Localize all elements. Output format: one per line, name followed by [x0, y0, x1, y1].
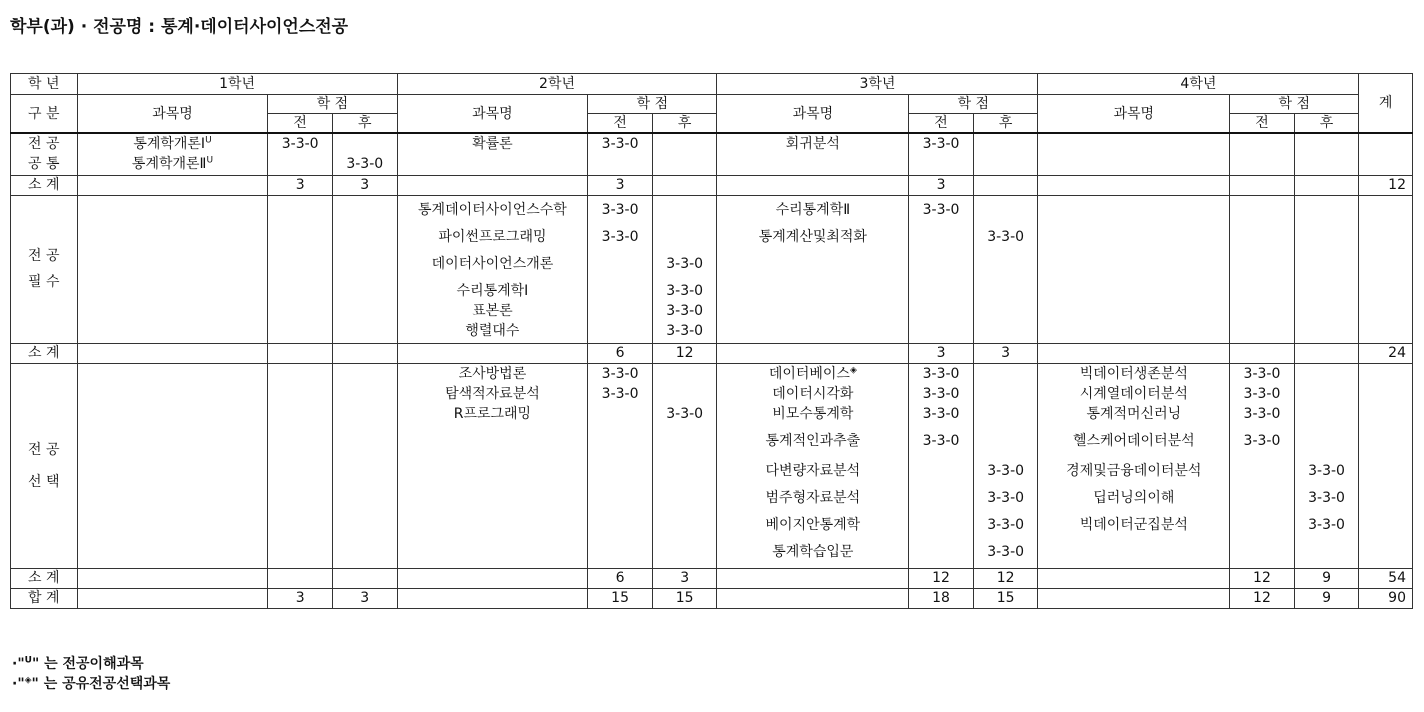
year3-header: 3학년 — [717, 74, 1038, 95]
required-y2-first: 3-3-0 3-3-0 — [588, 195, 653, 343]
grand-total-label: 합 계 — [11, 588, 78, 608]
year1-header: 1학년 — [77, 74, 397, 95]
grand-total-value: 15 — [588, 588, 653, 608]
elective-y3-subjects: 데이터베이스◈ 데이터시각화 비모수통계학 통계적인과추출 다변량자료분석 범주형자료분석 베이지안통계학 통계학습입문 — [717, 363, 909, 568]
grand-total-value: 12 — [1230, 588, 1295, 608]
subtotal-value: 3 — [909, 343, 974, 363]
common-y4-subjects — [1038, 133, 1230, 175]
subtotal-value: 3 — [652, 568, 717, 588]
subtotal-value: 6 — [588, 343, 653, 363]
elective-category: 전 공 선 택 — [11, 363, 78, 568]
y3-subject-header: 과목명 — [717, 95, 909, 134]
grand-total-value: 9 — [1294, 588, 1359, 608]
y2-second-sem-header: 후 — [652, 114, 717, 134]
footnotes — [12, 654, 170, 694]
grand-total-value: 15 — [652, 588, 717, 608]
grade-header: 학 년 — [11, 74, 78, 95]
required-y3-subjects: 수리통계학Ⅱ 통계계산및최적화 — [717, 195, 909, 343]
year4-header: 4학년 — [1038, 74, 1359, 95]
grand-total-value: 18 — [909, 588, 974, 608]
subtotal-value: 3 — [909, 175, 974, 195]
grand-total-value: 3 — [268, 588, 333, 608]
grand-total-value: 3 — [332, 588, 397, 608]
common-total — [1359, 133, 1413, 175]
y1-first-sem-header: 전 — [268, 114, 333, 134]
common-y1-first: 3-3-0 — [268, 133, 333, 175]
footnote-shared-elective: ·"◈" 는 공유전공선택과목 — [12, 675, 171, 692]
required-y2-subjects: 통계데이터사이언스수학 파이썬프로그래밍 데이터사이언스개론 수리통계학Ⅰ 표본론 행렬대수 — [397, 195, 588, 343]
y4-subject-header: 과목명 — [1038, 95, 1230, 134]
curriculum-table — [10, 73, 1413, 609]
subtotal-value: 54 — [1359, 568, 1413, 588]
y3-credit-header: 학 점 — [909, 95, 1038, 114]
elective-y4-subjects: 빅데이터생존분석 시계열데이터분석 통계적머신러닝 헬스케어데이터분석 경제및금융데이터분석 딥러닝의이해 빅데이터군집분석 — [1038, 363, 1230, 568]
elective-subtotal-label: 소 계 — [11, 568, 78, 588]
required-y3-first: 3-3-0 — [909, 195, 974, 343]
year2-header: 2학년 — [397, 74, 717, 95]
required-y2-second: 3-3-0 3-3-0 3-3-0 3-3-0 — [652, 195, 717, 343]
common-y2-first: 3-3-0 — [588, 133, 653, 175]
y4-second-sem-header: 후 — [1294, 114, 1359, 134]
required-category: 전 공 필 수 — [11, 195, 78, 343]
subtotal-value: 12 — [1230, 568, 1295, 588]
elective-y2-second: 3-3-0 — [652, 363, 717, 568]
y1-subject-header: 과목명 — [77, 95, 268, 134]
y1-second-sem-header: 후 — [332, 114, 397, 134]
subtotal-value: 3 — [588, 175, 653, 195]
grand-total-value: 15 — [973, 588, 1038, 608]
y2-subject-header: 과목명 — [397, 95, 588, 134]
y4-first-sem-header: 전 — [1230, 114, 1295, 134]
required-y3-second: 3-3-0 — [973, 195, 1038, 343]
subtotal-value: 3 — [268, 175, 333, 195]
y3-second-sem-header: 후 — [973, 114, 1038, 134]
elective-y3-second: 3-3-0 3-3-0 3-3-0 3-3-0 — [973, 363, 1038, 568]
y2-credit-header: 학 점 — [588, 95, 717, 114]
common-subtotal-label: 소 계 — [11, 175, 78, 195]
subtotal-value: 12 — [1359, 175, 1413, 195]
footnote-major-understanding: ·"$^U$" 는 전공이해과목 — [12, 655, 144, 672]
subtotal-value: 6 — [588, 568, 653, 588]
subject-name: 통계학개론Ⅱ$^U$ — [131, 155, 214, 172]
subtotal-value: 12 — [973, 568, 1038, 588]
subtotal-value: 24 — [1359, 343, 1413, 363]
common-y4-first — [1230, 133, 1295, 175]
common-y1-second: 3-3-0 — [332, 133, 397, 175]
elective-y2-subjects: 조사방법론 탐색적자료분석 R프로그래밍 — [397, 363, 588, 568]
subject-name: 통계학개론Ⅰ$^U$ — [133, 135, 212, 152]
y2-first-sem-header: 전 — [588, 114, 653, 134]
common-y2-subjects: 확률론 — [397, 133, 588, 175]
common-y2-second — [652, 133, 717, 175]
page-title: 학부(과) · 전공명 : 통계·데이터사이언스전공 — [10, 17, 349, 37]
common-category: 전 공 공 통 — [11, 133, 78, 175]
grand-total-value: 90 — [1359, 588, 1413, 608]
required-subtotal-label: 소 계 — [11, 343, 78, 363]
subtotal-value: 9 — [1294, 568, 1359, 588]
category-header: 구 분 — [11, 95, 78, 134]
subtotal-value: 12 — [652, 343, 717, 363]
common-y1-subjects — [77, 133, 268, 175]
common-y3-second — [973, 133, 1038, 175]
subtotal-value: 3 — [973, 343, 1038, 363]
y1-credit-header: 학 점 — [268, 95, 397, 114]
y3-first-sem-header: 전 — [909, 114, 974, 134]
elective-y4-first: 3-3-0 3-3-0 3-3-0 3-3-0 — [1230, 363, 1295, 568]
elective-y3-first: 3-3-0 3-3-0 3-3-0 3-3-0 — [909, 363, 974, 568]
elective-y4-second: 3-3-0 3-3-0 3-3-0 — [1294, 363, 1359, 568]
subtotal-value: 12 — [909, 568, 974, 588]
elective-y2-first: 3-3-0 3-3-0 — [588, 363, 653, 568]
subtotal-value: 3 — [332, 175, 397, 195]
common-y3-subjects: 회귀분석 — [717, 133, 909, 175]
total-header: 계 — [1359, 74, 1413, 134]
common-y3-first: 3-3-0 — [909, 133, 974, 175]
common-y4-second — [1294, 133, 1359, 175]
y4-credit-header: 학 점 — [1230, 95, 1359, 114]
